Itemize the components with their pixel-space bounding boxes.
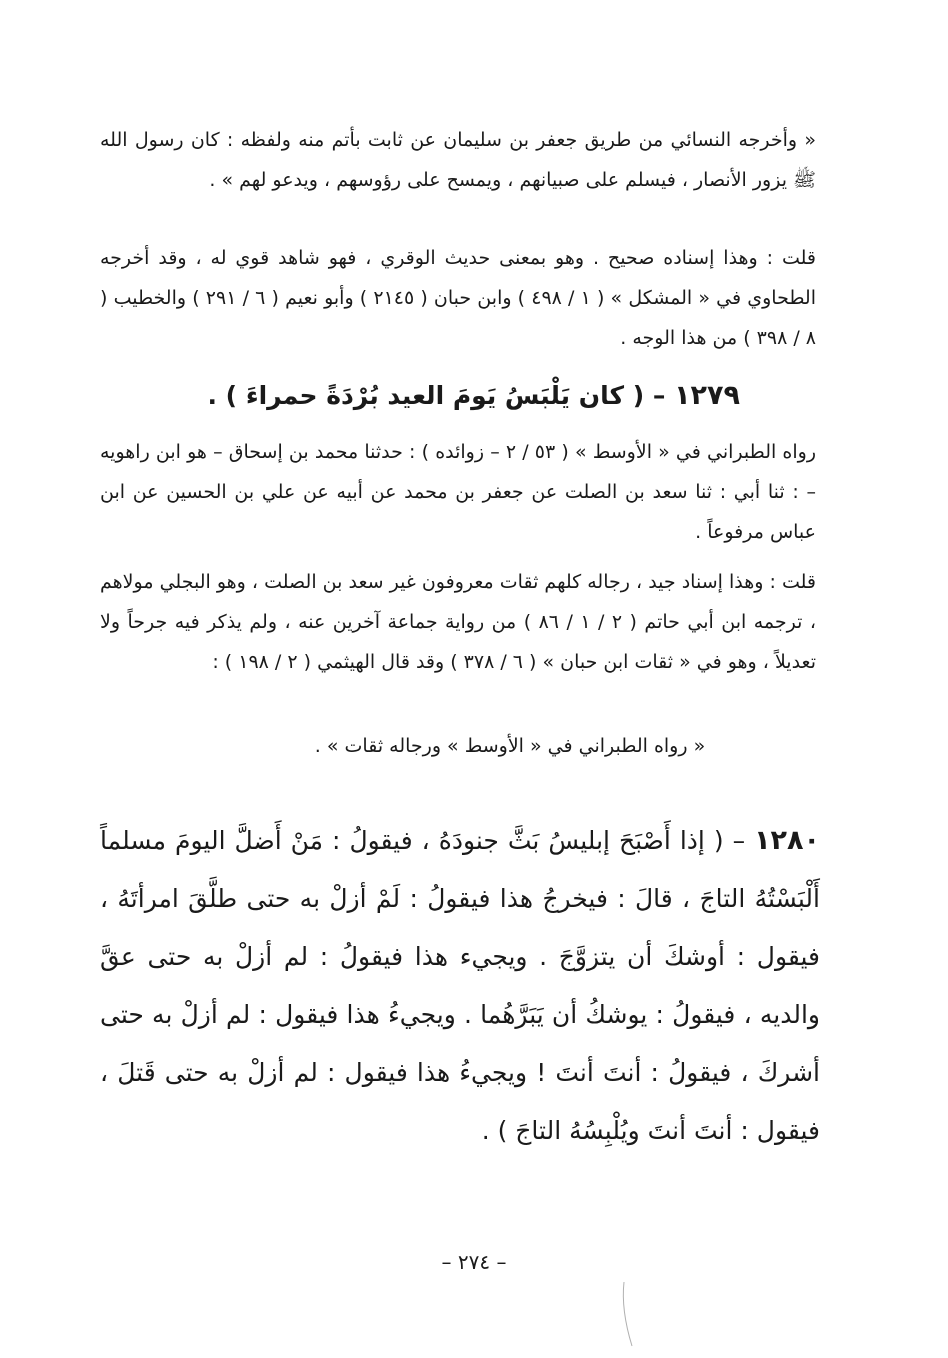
hadith-1279-number: ١٢٧٩ <box>674 380 740 411</box>
paragraph-nasai-narration: « وأخرجه النسائي من طريق جعفر بن سليمان عن ثابت بأتم منه ولفظه : كان رسول الله ﷺ يزور الأنصار ، فيسلم على صبيانهم ، ويمسح على رؤوسهم ، ويدعو لهم » . <box>100 129 816 191</box>
paragraph-tabarani-awsat: رواه الطبراني في « الأوسط » ( ٥٣ / ٢ – زوائده ) : حدثنا محمد بن إسحاق – هو ابن راهويه – : ثنا أبي : ثنا سعد بن الصلت عن جعفر بن محمد عن أبيه عن علي بن الحسين عن ابن عباس مرفوعاً . <box>100 441 817 543</box>
hadith-1279-heading <box>100 376 740 416</box>
hadith-1280-body: – ( إذا أَصْبَحَ إبليسُ بَثَّ جنودَهُ ، فيقولُ : مَنْ أَضلَّ اليومَ مسلماً أَلْبَسْتُهُ التاجَ ، قالَ : فيخرجُ هذا فيقولُ : لَمْ أزلْ به حتى طلَّقَ امرأتَهُ ، فيقول : أوشكَ أن يتزوَّجَ . ويجيء هذا فيقولُ : لم أزلْ به حتى عقَّ والديه ، فيقولُ : يوشكُ أن يَبَرَّهُما . ويجيءُ هذا فيقول : لم أزلْ به حتى أشركَ ، فيقولُ : أنتَ أنتَ ! ويجيءُ هذا فيقول : لم أزلْ به حتى قَتلَ ، فيقول : أنتَ أنتَ ويُلْبِسُهُ التاجَ ) . <box>100 826 820 1145</box>
paragraph-isnad-jayyid: قلت : وهذا إسناد جيد ، رجاله كلهم ثقات معروفون غير سعد بن الصلت ، وهو البجلي مولاهم ، ترجمه ابن أبي حاتم ( ٢ / ١ / ٨٦ ) من رواية جماعة آخرين عنه ، ولم يذكر فيه جرحاً ولا تعديلاً ، وهو في « ثقات ابن حبان » ( ٦ / ٣٧٨ ) وقد قال الهيثمي ( ٢ / ١٩٨ ) : <box>100 571 816 673</box>
hadith-1279-text: – ( كان يَلْبَسُ يَومَ العيد بُرْدَةً حمراءَ ) . <box>207 381 675 410</box>
hadith-1280-text <box>100 812 820 1160</box>
haythami-quote: « رواه الطبراني في « الأوسط » ورجاله ثقات » . <box>314 735 706 757</box>
page-number: – ٢٧٤ – <box>441 1250 507 1274</box>
paragraph-isnad-sahih: قلت : وهذا إسناده صحيح . وهو بمعنى حديث الوقري ، فهو شاهد قوي له ، وقد أخرجه الطحاوي في « المشكل » ( ١ / ٤٩٨ ) وابن حبان ( ٢١٤٥ ) وأبو نعيم ( ٦ / ٢٩١ ) والخطيب ( ٨ / ٣٩٨ ) من هذا الوجه . <box>100 247 816 349</box>
hadith-1280-number: ١٢٨٠ <box>754 825 820 856</box>
margin-pencil-mark <box>618 1280 648 1350</box>
